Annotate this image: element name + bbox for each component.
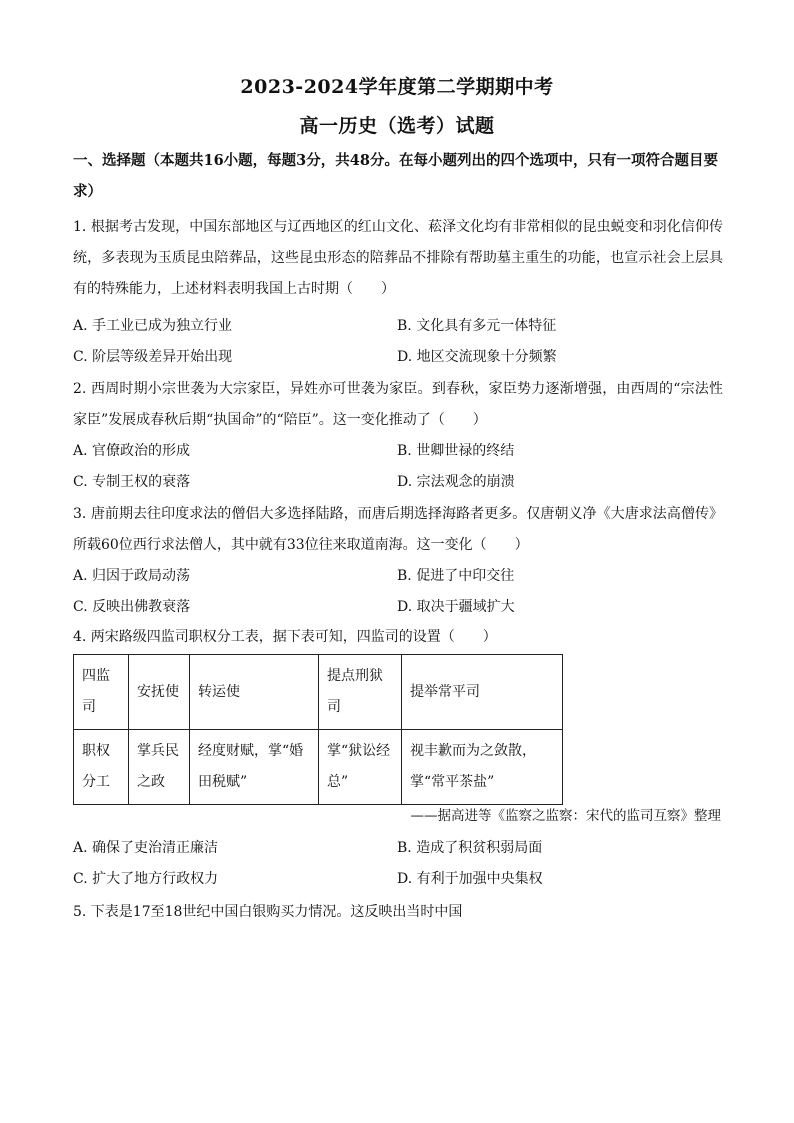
question-1-option-b: B. 文化具有多元一体特征 bbox=[397, 318, 557, 334]
question-1-option-d: D. 地区交流现象十分频繁 bbox=[397, 349, 557, 365]
question-1-stem: 1. 根据考古发现，中国东部地区与辽西地区的红山文化、菘泽文化均有非常相似的昆虫蜕变和羽化信仰传统，多表现为玉质昆虫陪葬品，这些昆虫形态的陪葬品不排除有帮助墓主重生的功能，也宣示社会上层具有的特殊能力，上述材料表明我国上古时期（ ） bbox=[73, 219, 723, 297]
table-cell: 职权分工 bbox=[74, 730, 129, 805]
question-3-stem: 3. 唐前期去往印度求法的僧侣大多选择陆路，而唐后期选择海路者更多。仅唐朝义净《大唐求法高僧传》所载60位西行求法僧人，其中就有33位往来取道南海。这一变化（ ） bbox=[73, 506, 723, 553]
section-heading: 一、选择题（本题共16小题，每题3分，共48分。在每小题列出的四个选项中，只有一项符合题目要求） bbox=[73, 152, 718, 200]
table-cell: 提点刑狱司 bbox=[319, 655, 402, 730]
question-4-option-a: A. 确保了吏治清正廉洁 bbox=[73, 840, 219, 856]
table-cell: 安抚使 bbox=[129, 655, 190, 730]
question-4-option-d: D. 有利于加强中央集权 bbox=[397, 871, 543, 887]
question-1-option-c: C. 阶层等级差异开始出现 bbox=[73, 349, 233, 365]
table-cell: 视丰歉而为之敛散，掌“常平茶盐” bbox=[402, 730, 563, 805]
question-1-option-a: A. 手工业已成为独立行业 bbox=[73, 318, 233, 334]
question-4-stem: 4. 两宋路级四监司职权分工表，据下表可知，四监司的设置（ ） bbox=[73, 629, 497, 645]
table-cell: 经度财赋，掌“婚田税赋” bbox=[190, 730, 319, 805]
question-2-stem: 2. 西周时期小宗世袭为大宗家臣，异姓亦可世袭为家臣。到春秋，家臣势力逐渐增强，由西周的“宗法性家臣”发展成春秋后期“执国命”的“陪臣”。这一变化推动了（ ） bbox=[73, 381, 723, 428]
table-cell: 提举常平司 bbox=[402, 655, 563, 730]
question-3-option-b: B. 促进了中印交往 bbox=[397, 568, 515, 584]
table-row bbox=[74, 655, 563, 730]
question-4-source: ——据高进等《监察之监察：宋代的监司互察》整理 bbox=[410, 808, 721, 824]
question-2-option-d: D. 宗法观念的崩溃 bbox=[397, 474, 515, 490]
question-5-stem: 5. 下表是17至18世纪中国白银购买力情况。这反映出当时中国 bbox=[73, 904, 463, 920]
table-row bbox=[74, 730, 563, 805]
question-3-option-c: C. 反映出佛教衰落 bbox=[73, 599, 191, 615]
question-3-option-a: A. 归因于政局动荡 bbox=[73, 568, 191, 584]
question-2-option-c: C. 专制王权的衰落 bbox=[73, 474, 191, 490]
question-2-option-b: B. 世卿世禄的终结 bbox=[397, 443, 515, 459]
table-cell: 掌“狱讼经总” bbox=[319, 730, 402, 805]
question-4-option-c: C. 扩大了地方行政权力 bbox=[73, 871, 219, 887]
question-3-option-d: D. 取决于疆域扩大 bbox=[397, 599, 515, 615]
question-2-option-a: A. 官僚政治的形成 bbox=[73, 443, 191, 459]
table-cell: 掌兵民之政 bbox=[129, 730, 190, 805]
table-cell: 四监司 bbox=[74, 655, 129, 730]
table-cell: 转运使 bbox=[190, 655, 319, 730]
exam-subtitle: 高一历史（选考）试题 bbox=[299, 115, 495, 137]
question-4-table bbox=[73, 654, 563, 805]
exam-title: 2023-2024学年度第二学期期中考 bbox=[240, 76, 554, 98]
question-4-option-b: B. 造成了积贫积弱局面 bbox=[397, 840, 543, 856]
